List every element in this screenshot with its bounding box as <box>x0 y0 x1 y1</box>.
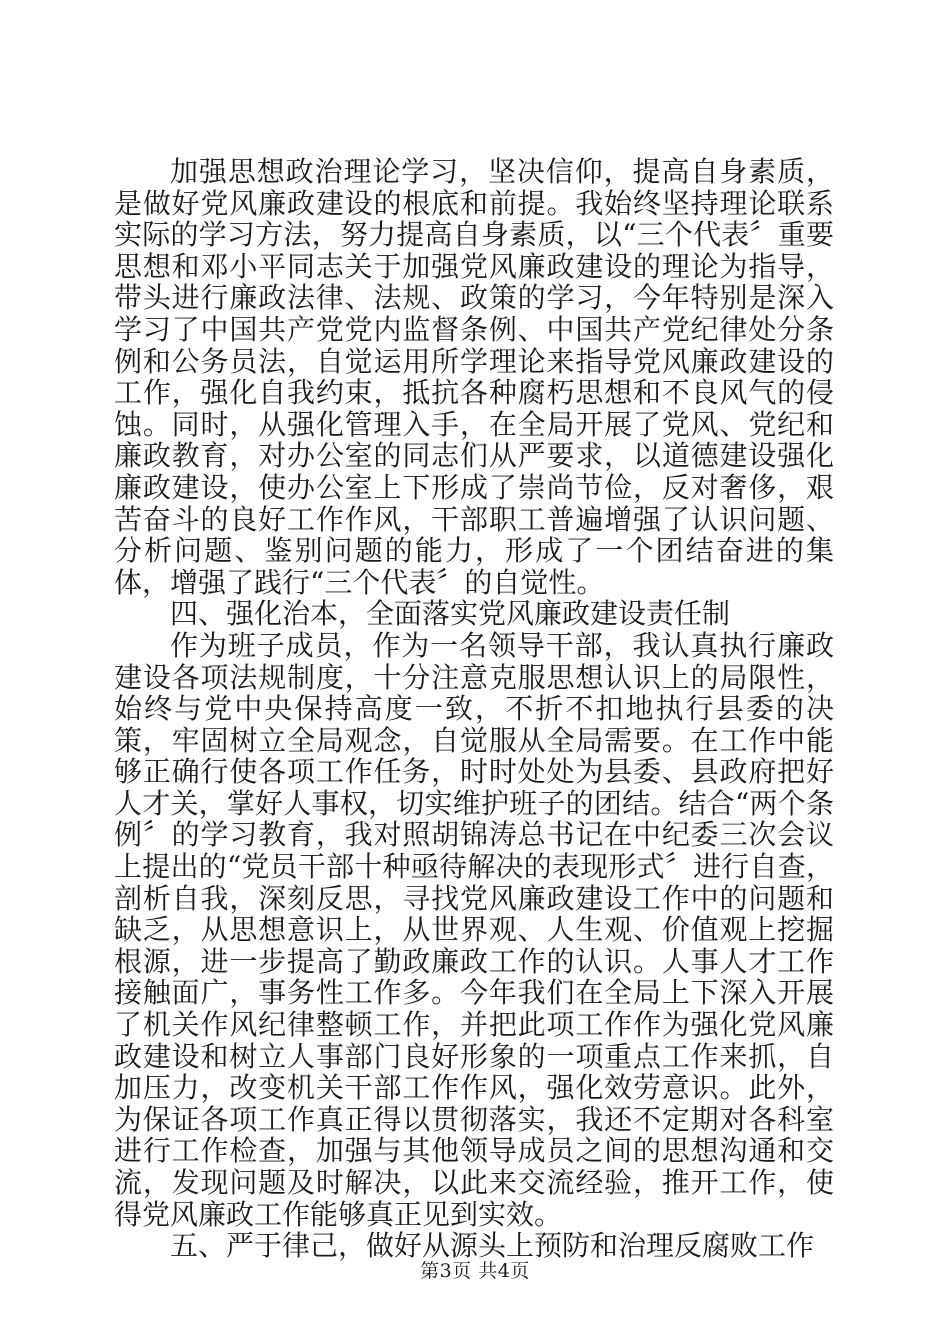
section-heading-four: 四、强化治本，全面落实党风廉政建设责任制 <box>170 597 731 631</box>
paragraph-responsibility: 作为班子成员，作为一名领导干部，我认真执行廉政建设各项法规制度，十分注意克服思想认识上的局限性，始终与党中央保持高度一致，不折不扣地执行县委的决策，牢固树立全局观念，自觉服从全局需要。在工作中能够正确行使各项工作任务，时时处处为县委、县政府把好人才关，掌好人事权，切实维护班子的团结。结合“两个条例〞的学习教育，我对照胡锦涛总书记在中纪委三次会议上提出的“党员干部十种亟待解决的表现形式〞进行自查，剖析自我，深刻反思，寻找党风廉政建设工作中的问题和缺乏，从思想意识上，从世界观、人生观、价值观上挖掘根源，进一步提高了勤政廉政工作的认识。人事人才工作接触面广，事务性工作多。今年我们在全局上下深入开展了机关作风纪律整顿工作，并把此项工作作为强化党风廉政建设和树立人事部门良好形象的一项重点工作来抓，自加压力，改变机关干部工作作风，强化效劳意识。此外，为保证各项工作真正得以贯彻落实，我还不定期对各科室进行工作检查，加强与其他领导成员之间的思想沟通和交流，发现问题及时解决，以此来交流经验，推开工作，使得党风廉政工作能够真正见到实效。 <box>114 628 834 1231</box>
section-heading-five: 五、严于律己，做好从源头上预防和治理反腐败工作 <box>170 1229 815 1263</box>
paragraph-theory-study: 加强思想政治理论学习，坚决信仰，提高自身素质，是做好党风廉政建设的根底和前提。我始终坚持理论联系实际的学习方法，努力提高自身素质，以“三个代表〞重要思想和邓小平同志关于加强党风廉政建设的理论为指导，带头进行廉政法律、法规、政策的学习，今年特别是深入学习了中国共产党党内监督条例、中国共产党纪律处分条例和公务员法，自觉运用所学理论来指导党风廉政建设的工作，强化自我约束，抵抗各种腐朽思想和不良风气的侵蚀。同时，从强化管理入手，在全局开展了党风、党纪和廉政教育，对办公室的同志们从严要求，以道德建设强化廉政建设，使办公室上下形成了崇尚节俭，反对奢侈，艰苦奋斗的良好工作作风，干部职工普遍增强了认识问题、分析问题、鉴别问题的能力，形成了一个团结奋进的集体，增强了践行“三个代表〞的自觉性。 <box>114 155 834 599</box>
page-number-footer: 第3页 共4页 <box>420 1260 530 1282</box>
document-body <box>114 156 834 1262</box>
